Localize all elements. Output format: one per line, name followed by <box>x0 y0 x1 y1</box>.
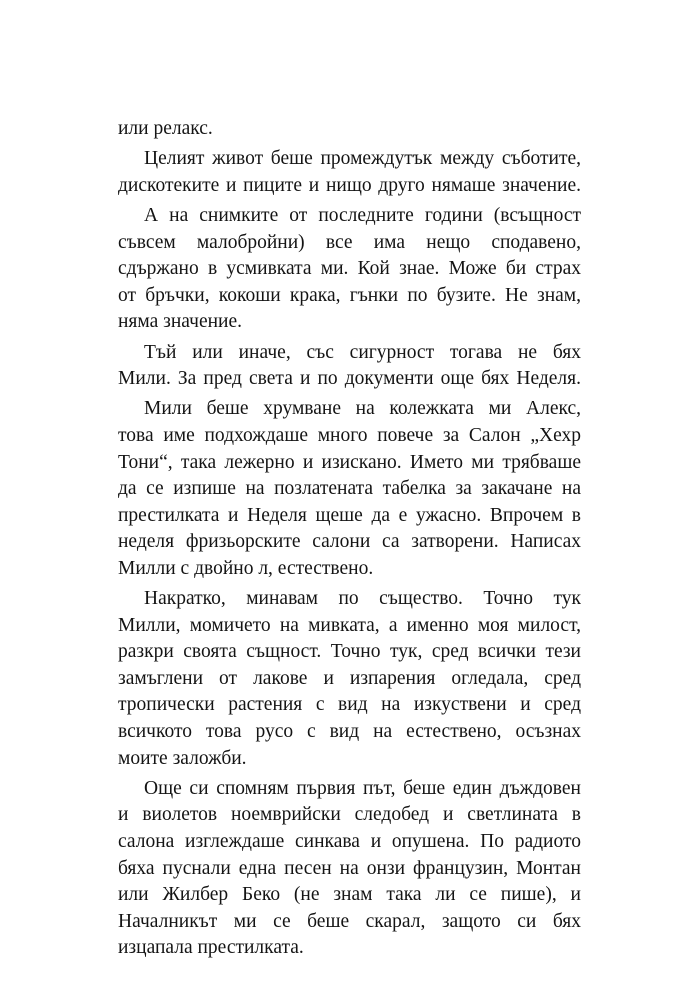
paragraph <box>118 586 581 772</box>
text-line: Още си спомням първия път, беше един дъждовен <box>144 777 581 799</box>
text-line: сдържано в усмивката ми. Кой знае. Може би страх <box>118 258 581 280</box>
text-line: Милли с двойно л, естествено. <box>118 557 374 579</box>
paragraph <box>118 146 581 199</box>
text-line: замъглени от лакове и изпарения огледала, сред <box>118 667 581 689</box>
text-line: Тони“, така лежерно и изискано. Името ми трябваше <box>118 451 581 473</box>
text-line: неделя фризьорските салони са затворени. Написах <box>118 531 581 553</box>
text-line: Целият живот беше промеждутък между съботите, <box>144 148 581 170</box>
text-line: или релакс. <box>118 118 213 139</box>
text-line: моите заложби. <box>118 747 247 769</box>
paragraph <box>118 396 581 582</box>
paragraph <box>118 776 581 962</box>
text-line: Мили беше хрумване на колежката ми Алекс, <box>144 398 581 420</box>
text-line: салона изглеждаше синкава и опушена. По радиото <box>118 831 581 852</box>
text-line: изцапала престилката. <box>118 937 304 959</box>
text-line: и виолетов ноемврийски следобед и светлината в <box>118 804 581 826</box>
paragraph <box>118 203 581 336</box>
text-line: всичкото това русо с вид на естествено, осъзнах <box>118 721 581 743</box>
text-line: разкри своята същност. Точно тук, сред всички тези <box>118 641 581 663</box>
text-line: да се изпише на позлатената табелка за закачане на <box>118 478 581 500</box>
text-line: от бръчки, кокоши крака, гънки по бузите. Не знам, <box>118 284 581 306</box>
text-line: Тъй или иначе, със сигурност тогава не бях <box>144 341 581 363</box>
text-line: престилката и Неделя щеше да е ужасно. Впрочем в <box>118 504 581 526</box>
text-line: Мили. За пред света и по документи още бях Неделя. <box>118 368 581 390</box>
text-line: няма значение. <box>118 311 243 333</box>
text-line: съвсем малобройни) все има нещо сподавено, <box>118 231 581 253</box>
text-line: Началникът ми се беше скарал, защото си бях <box>118 910 581 932</box>
text-line: тропически растения с вид на изкуствени и сред <box>118 694 581 716</box>
text-line: А на снимките от последните години (всъщност <box>144 204 581 226</box>
text-line: или Жилбер Беко (не знам така ли се пише), и <box>118 884 581 906</box>
text-line: бяха пуснали една песен на онзи французин, Монтан <box>118 857 581 879</box>
text-line: Накратко, минавам по същество. Точно тук <box>144 588 581 610</box>
text-line: това име подхождаше много повече за Салон „Хехр <box>118 424 581 446</box>
body-text <box>118 116 581 966</box>
text-line: Милли, момичето на мивката, а именно моя милост, <box>118 614 581 636</box>
paragraph <box>118 116 581 143</box>
text-line: дискотеките и пиците и нищо друго нямаше значение. <box>118 174 581 196</box>
paragraph <box>118 340 581 393</box>
